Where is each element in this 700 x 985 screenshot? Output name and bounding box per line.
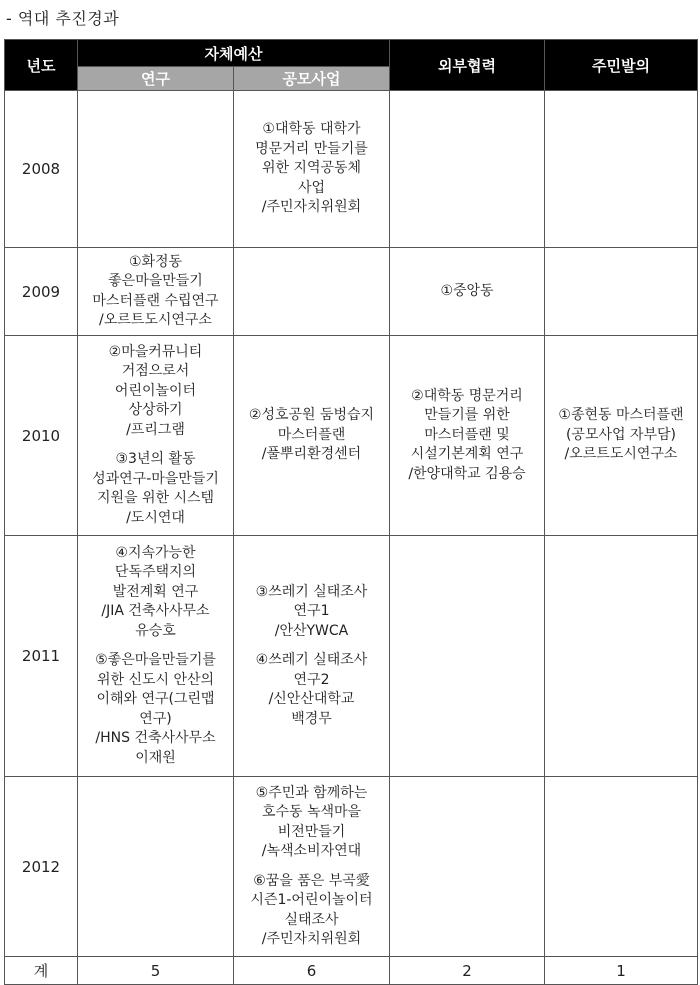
entry-line: ①화정동 [128,253,183,270]
entry-line: ②대학동 명문거리 [411,387,523,404]
project-entry [394,282,540,302]
research-cell [78,248,234,336]
entry-line: 연구2 [293,671,330,688]
entry-line: ④지속가능한 [115,544,196,561]
table-row [5,777,698,957]
external-cell [390,336,545,536]
entry-line: 연구1 [293,603,330,620]
year-cell: 2011 [5,536,78,777]
external-cell [390,536,545,777]
total-row [5,957,698,985]
entry-line: /도시연대 [126,509,185,526]
entry-line: /오르트도시연구소 [564,446,678,463]
entry-line: 성과연구-마을만들기 [92,470,219,487]
entry-line: 단독주택지의 [114,564,197,581]
project-entry [82,651,229,768]
header-year: 년도 [5,40,78,91]
project-entry [238,120,385,218]
entry-line: 사업 [297,179,326,196]
entry-line: 이재원 [135,749,176,766]
entry-line: /프리그램 [126,421,185,438]
external-cell [390,91,545,248]
entry-line: 거점으로서 [121,363,190,380]
entry-line: ①중앙동 [440,282,494,299]
header-external: 외부협력 [390,40,545,91]
research-cell [78,777,234,957]
resident-cell [545,248,698,336]
section-heading: - 역대 추진경과 [6,9,120,28]
entry-line: 유승호 [135,622,176,639]
project-entry [238,583,385,642]
project-entry [238,784,385,862]
project-entry [549,406,693,465]
entry-line: 비전만들기 [277,823,346,840]
entry-line: 시설기본계획 연구 [410,446,524,463]
external-cell [390,248,545,336]
project-entry [82,544,229,642]
entry-line: 이해와 연구(그린맵 [96,691,215,708]
header-research: 연구 [78,67,234,91]
research-cell [78,336,234,536]
project-entry [238,872,385,950]
entry-line: 어린이놀이터 [114,382,197,399]
total-label: 계 [5,957,78,985]
entry-line: 위한 신도시 안산의 [96,671,215,688]
total-external: 2 [390,957,545,985]
table-row [5,336,698,536]
total-research: 5 [78,957,234,985]
year-cell: 2009 [5,248,78,336]
total-resident: 1 [545,957,698,985]
entry-line: 지원을 위한 시스템 [96,490,215,507]
entry-line: /JIA 건축사사무소 [101,603,210,620]
table-row [5,536,698,777]
entry-line: ①대학동 대학가 [262,121,361,138]
resident-cell [545,91,698,248]
entry-line: 명문거리 만들기를 [255,140,368,157]
entry-line: /주민자치위원회 [261,931,362,947]
entry-line: 마스터플랜 [277,426,346,443]
entry-line: ①종현동 마스터플랜 [558,407,684,424]
table-row [5,248,698,336]
entry-line: 상상하기 [128,402,183,419]
entry-line: /안산YWCA [274,622,349,639]
external-cell [390,777,545,957]
entry-line: /신안산대학교 [268,691,355,708]
entry-line: 좋은마을만들기 [108,273,203,289]
entry-line: 실태조사 [284,911,339,928]
entry-line: 만들기를 위한 [424,407,510,424]
entry-line: /풀뿌리환경센터 [261,446,362,463]
resident-cell [545,777,698,957]
entry-line: 위한 지역공동체 [261,160,362,177]
year-cell: 2010 [5,336,78,536]
contest-cell [234,777,390,957]
entry-line: (공모사업 자부담) [565,426,677,443]
entry-line: ④쓰레기 실태조사 [255,652,368,669]
table-row [5,91,698,248]
contest-cell [234,91,390,248]
entry-line: ⑤좋은마을만들기를 [95,652,216,669]
project-entry [238,651,385,729]
resident-cell [545,336,698,536]
entry-line: ⑤주민과 함께하는 [255,784,368,801]
entry-line: 시즌1-어린이놀이터 [250,892,373,908]
header-self-budget: 자체예산 [78,40,390,67]
entry-line: /녹색소비자연대 [261,843,362,859]
entry-line: 발전계획 연구 [112,583,199,600]
contest-cell [234,248,390,336]
entry-line: ③쓰레기 실태조사 [255,583,368,600]
entry-line: ②성호공원 둠벙습지 [248,407,375,424]
entry-line: 마스터플랜 및 [424,426,510,443]
entry-line: ②마을커뮤니티 [108,343,203,360]
project-entry [82,253,229,331]
project-entry [82,343,229,441]
project-entry [238,406,385,465]
entry-line: ⑥꿈을 품은 부곡愛 [253,872,370,889]
entry-line: 호수동 녹색마을 [261,804,362,820]
total-contest: 6 [234,957,390,985]
entry-line: /오르트도시연구소 [99,312,212,328]
entry-line: ③3년의 활동 [115,451,196,468]
entry-line: /주민자치위원회 [261,199,362,216]
contest-cell [234,536,390,777]
entry-line: 백경무 [291,710,332,727]
entry-line: 연구) [139,710,172,727]
project-entry [394,387,540,485]
year-cell: 2008 [5,91,78,248]
research-cell [78,536,234,777]
contest-cell [234,336,390,536]
project-entry [82,450,229,528]
entry-line: /한양대학교 김용승 [408,465,526,482]
entry-line: /HNS 건축사사무소 [95,730,216,747]
header-resident: 주민발의 [545,40,698,91]
year-cell: 2012 [5,777,78,957]
history-table [4,39,698,985]
resident-cell [545,536,698,777]
entry-line: 마스터플랜 수립연구 [92,292,219,309]
research-cell [78,91,234,248]
header-contest: 공모사업 [234,67,390,91]
